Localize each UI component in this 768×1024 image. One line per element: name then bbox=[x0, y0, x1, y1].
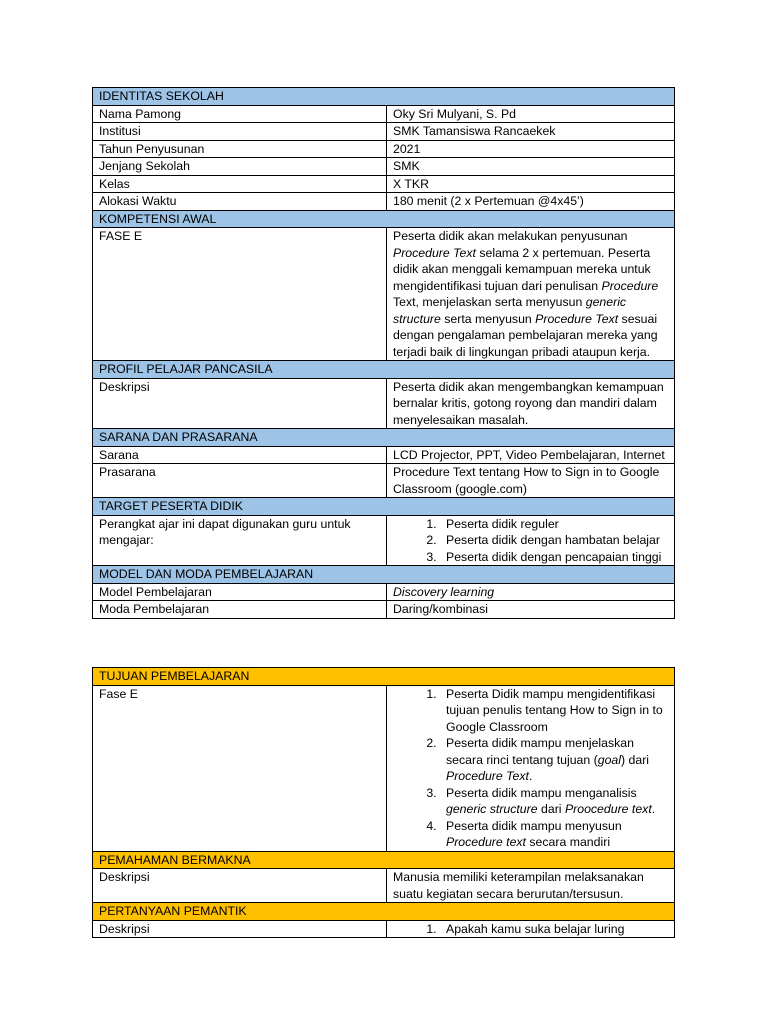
row-label: Deskripsi bbox=[93, 378, 387, 429]
table-row bbox=[93, 685, 675, 851]
list-item: 1. Apakah kamu suka belajar luring bbox=[440, 921, 668, 938]
identity-table bbox=[92, 87, 675, 619]
target-list-cell bbox=[387, 515, 675, 566]
row-label: Fase E bbox=[93, 685, 387, 851]
row-label: Alokasi Waktu bbox=[93, 193, 387, 211]
row-value: SMK bbox=[387, 158, 675, 176]
list-item: 2. Peserta didik mampu menjelaskan secara rinci tentang tujuan (goal) dari Procedure Text. bbox=[440, 735, 668, 785]
row-label: FASE E bbox=[93, 228, 387, 361]
section-title: MODEL DAN MODA PEMBELAJARAN bbox=[93, 566, 675, 584]
row-label: Deskripsi bbox=[93, 869, 387, 903]
table-row bbox=[93, 123, 675, 141]
table-row bbox=[93, 464, 675, 498]
row-label: Kelas bbox=[93, 175, 387, 193]
table-row bbox=[93, 175, 675, 193]
row-label: Model Pembelajaran bbox=[93, 583, 387, 601]
target-list bbox=[393, 516, 668, 566]
pertanyaan-list bbox=[393, 921, 668, 938]
table-row bbox=[93, 228, 675, 361]
list-item: 1. Peserta Didik mampu mengidentifikasi tujuan penulis tentang How to Sign in to Google Classroom bbox=[440, 686, 668, 736]
table-row bbox=[93, 193, 675, 211]
row-value: Peserta didik akan mengembangkan kemampuan bernalar kritis, gotong royong dan mandiri dalam menyelesaikan masalah. bbox=[387, 378, 675, 429]
section-header-pertanyaan bbox=[93, 903, 675, 921]
row-value: 2021 bbox=[387, 140, 675, 158]
kompetensi-description: Peserta didik akan melakukan penyusunan Procedure Text selama 2 x pertemuan. Peserta didik akan menggali kemampuan mereka untuk mengidentifikasi tujuan dari penulisan Procedure Text, menjelaskan serta menyusun generic structure serta menyusun Procedure Text sesuai dengan pengalaman pembelajaran mereka yang terjadi baik di lingkungan pribadi ataupun kerja. bbox=[387, 228, 675, 361]
section-title: PEMAHAMAN BERMAKNA bbox=[93, 851, 675, 869]
table-row bbox=[93, 601, 675, 619]
section-header-pemahaman bbox=[93, 851, 675, 869]
section-header-sarana bbox=[93, 429, 675, 447]
learning-objectives-table bbox=[92, 667, 675, 938]
row-value: SMK Tamansiswa Rancaekek bbox=[387, 123, 675, 141]
table-row bbox=[93, 378, 675, 429]
row-value: Oky Sri Mulyani, S. Pd bbox=[387, 105, 675, 123]
section-header-profil bbox=[93, 361, 675, 379]
row-value: 180 menit (2 x Pertemuan @4x45’) bbox=[387, 193, 675, 211]
table-row bbox=[93, 140, 675, 158]
section-title: SARANA DAN PRASARANA bbox=[93, 429, 675, 447]
table-row bbox=[93, 920, 675, 938]
row-value: Manusia memiliki keterampilan melaksanakan suatu kegiatan secara berurutan/tersusun. bbox=[387, 869, 675, 903]
row-label: Jenjang Sekolah bbox=[93, 158, 387, 176]
row-label: Institusi bbox=[93, 123, 387, 141]
row-value: Daring/kombinasi bbox=[387, 601, 675, 619]
row-label: Deskripsi bbox=[93, 920, 387, 938]
section-title: IDENTITAS SEKOLAH bbox=[93, 88, 675, 106]
table-row bbox=[93, 158, 675, 176]
row-label: Moda Pembelajaran bbox=[93, 601, 387, 619]
row-value: Procedure Text tentang How to Sign in to Google Classroom (google.com) bbox=[387, 464, 675, 498]
row-label: Prasarana bbox=[93, 464, 387, 498]
table-row bbox=[93, 105, 675, 123]
table-row bbox=[93, 583, 675, 601]
section-title: PROFIL PELAJAR PANCASILA bbox=[93, 361, 675, 379]
tujuan-list-cell bbox=[387, 685, 675, 851]
list-item: 2. Peserta didik dengan hambatan belajar bbox=[440, 532, 668, 549]
table-row bbox=[93, 869, 675, 903]
row-label: Tahun Penyusunan bbox=[93, 140, 387, 158]
section-header-kompetensi bbox=[93, 210, 675, 228]
section-header-identitas bbox=[93, 88, 675, 106]
section-title: TUJUAN PEMBELAJARAN bbox=[93, 668, 675, 686]
section-header-model bbox=[93, 566, 675, 584]
table-row bbox=[93, 446, 675, 464]
pertanyaan-list-cell bbox=[387, 920, 675, 938]
row-label: Sarana bbox=[93, 446, 387, 464]
list-item: 4. Peserta didik mampu menyusun Procedure text secara mandiri bbox=[440, 818, 668, 851]
row-value: X TKR bbox=[387, 175, 675, 193]
section-title: KOMPETENSI AWAL bbox=[93, 210, 675, 228]
list-item: 1. Peserta didik reguler bbox=[440, 516, 668, 533]
list-item: 3. Peserta didik dengan pencapaian tinggi bbox=[440, 549, 668, 566]
section-title: PERTANYAAN PEMANTIK bbox=[93, 903, 675, 921]
table-row bbox=[93, 515, 675, 566]
section-title: TARGET PESERTA DIDIK bbox=[93, 498, 675, 516]
row-value: LCD Projector, PPT, Video Pembelajaran, Internet bbox=[387, 446, 675, 464]
row-label: Nama Pamong bbox=[93, 105, 387, 123]
tujuan-list bbox=[393, 686, 668, 851]
section-header-target bbox=[93, 498, 675, 516]
row-value: Discovery learning bbox=[387, 583, 675, 601]
row-label: Perangkat ajar ini dapat digunakan guru untuk mengajar: bbox=[93, 515, 387, 566]
section-header-tujuan bbox=[93, 668, 675, 686]
list-item: 3. Peserta didik mampu menganalisis generic structure dari Proocedure text. bbox=[440, 785, 668, 818]
